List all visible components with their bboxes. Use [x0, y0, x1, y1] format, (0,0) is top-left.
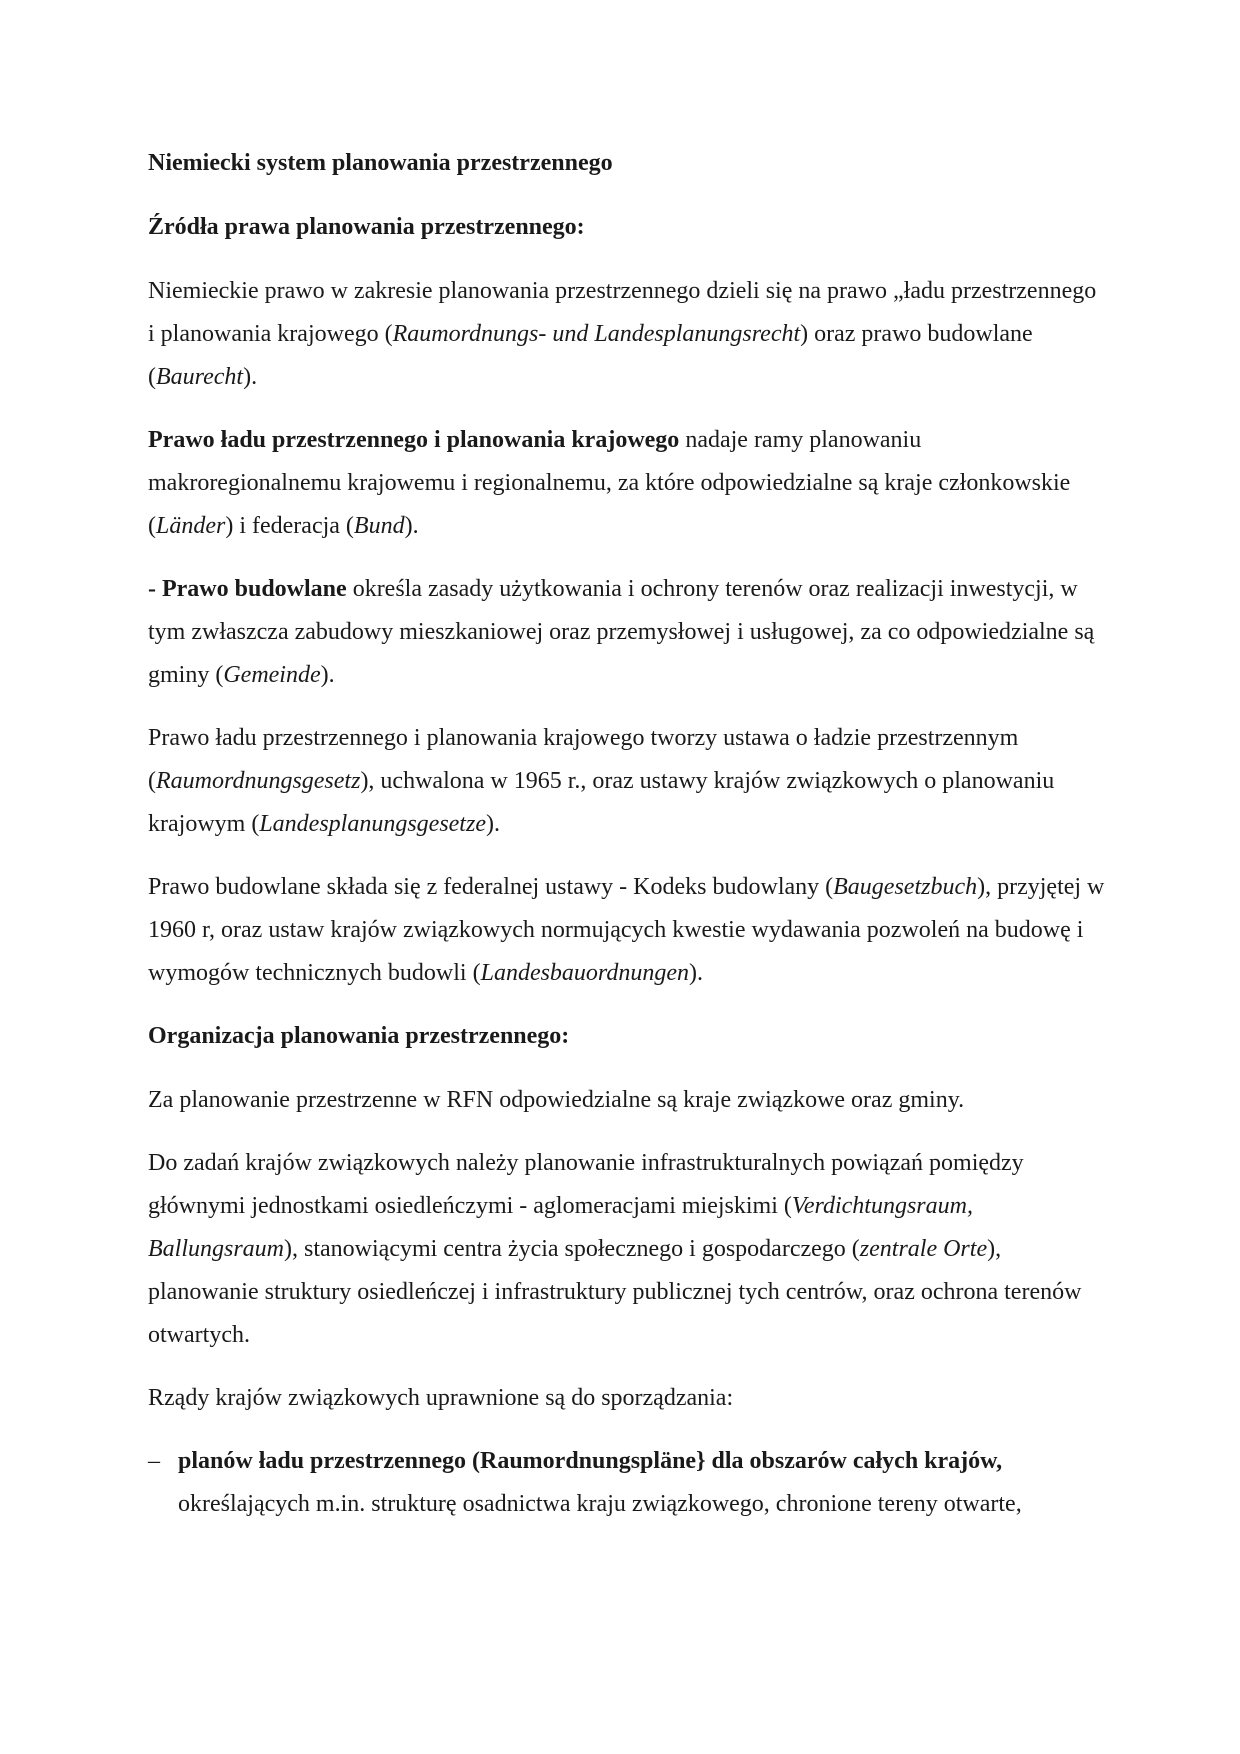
paragraph-spatial-order-act: Prawo ładu przestrzennego i planowania krajowego tworzy ustawa o ładzie przestrzennym (Raumordnungsgesetz), uchwalona w 1965 r., oraz ustawy krajów związkowych o planowaniu krajowym (Landesplanungsgesetze). [148, 725, 1055, 837]
paragraph-law-division: Niemieckie prawo w zakresie planowania przestrzennego dzieli się na prawo „ładu przestrzennego i planowania krajowego (Raumordnungs- und Landesplanungsrecht) oraz prawo budowlane (Baurecht). [148, 278, 1097, 390]
list-item-text: określających m.in. strukturę osadnictwa kraju związkowego, chronione tereny otwarte, [178, 1491, 1022, 1517]
paragraph-building-code: Prawo budowlane składa się z federalnej ustawy - Kodeks budowlany (Baugesetzbuch), przyjętej w 1960 r, oraz ustaw krajów związkowych normujących kwestie wydawania pozwoleń na budowę i wymogów technicznych budowli (Landesbauordnungen). [148, 874, 1105, 986]
paragraph-building-law: - Prawo budowlane określa zasady użytkowania i ochrony terenów oraz realizacji inwestycji, w tym zwłaszcza zabudowy mieszkaniowej oraz przemysłowej i usługowej, za co odpowiedzialne są gminy (Gemeinde). [148, 576, 1095, 688]
paragraph-state-tasks: Do zadań krajów związkowych należy planowanie infrastrukturalnych powiązań pomiędzy głównymi jednostkami osiedleńczymi - aglomeracjami miejskimi (Verdichtungsraum, Ballungsraum), stanowiącymi centra życia społecznego i gospodarczego (zentrale Orte), planowanie struktury osiedleńczej i infrastruktury publicznej tych centrów, oraz ochrona terenów otwartych. [148, 1150, 1082, 1348]
paragraph-spatial-order-law: Prawo ładu przestrzennego i planowania krajowego nadaje ramy planowaniu makroregionalnemu krajowemu i regionalnemu, za które odpowiedzialne są kraje członkowskie (Länder) i federacja (Bund). [148, 427, 1071, 539]
paragraph-state-governments: Rządy krajów związkowych uprawnione są do sporządzania: [148, 1385, 734, 1411]
document-body [148, 142, 1108, 1526]
paragraph-responsibility: Za planowanie przestrzenne w RFN odpowiedzialne są kraje związkowe oraz gminy. [148, 1087, 965, 1113]
document-title: Niemiecki system planowania przestrzennego [148, 150, 613, 176]
list-item-bold: planów ładu przestrzennego (Raumordnungspläne} dla obszarów całych krajów, [178, 1448, 1003, 1474]
list-item-spatial-plans [148, 1440, 1108, 1526]
section-heading-organization: Organizacja planowania przestrzennego: [148, 1023, 570, 1049]
list-dash: – [148, 1448, 160, 1474]
section-heading-sources: Źródła prawa planowania przestrzennego: [148, 214, 585, 240]
